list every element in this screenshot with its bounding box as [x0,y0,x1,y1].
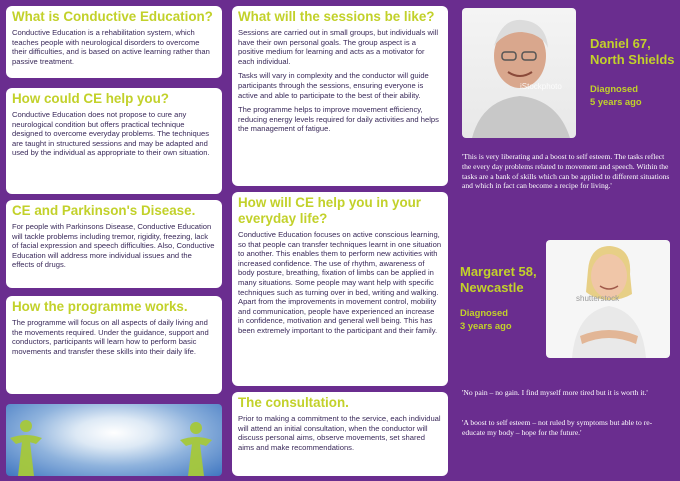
what-is-ce-heading: What is Conductive Education? [12,9,213,24]
sessions-heading: What will the sessions be like? [238,9,435,24]
daniel-quote: 'This is very liberating and a boost to self esteem. The tasks reflect the every day problems related to movement and speech. Within the tasks are a bank of skills which can be applied to different situations and which in fact can become a recipe for living.' [462,152,670,191]
sessions-text-3: The programme helps to improve movement efficiency, reducing energy levels required for daily activities and helps the management of fatigue. [238,105,439,134]
how-ce-help-text: Conductive Education does not propose to cure any neurological condition but offers practical technique designed to overcome everyday problems. The techniques are taught in structured sessions and may be adapted and used by the individual as appropriate to their own situation. [12,110,210,158]
sessions-text-1: Sessions are carried out in small groups, but individuals will have their own personal goals. The group aspect is a positive medium for learning and acts as a motivator for each individual. [238,28,439,66]
margaret-name: Margaret 58, Newcastle [460,264,537,295]
margaret-photo [546,240,670,358]
daniel-diagnosed: Diagnosed 5 years ago [590,83,642,107]
margaret-diagnosed: Diagnosed 3 years ago [460,307,512,331]
margaret-photo-watermark: shutterstock [576,294,620,303]
people-silhouette-icon [6,404,222,476]
man-portrait-icon [462,8,576,138]
daniel-photo-watermark: iStockphoto [520,82,562,91]
consultation-text: Prior to making a commitment to the service, each individual will attend an initial consultation, when the conductor will discuss personal aims, observe movements, set shared aims and make recommendations. [238,414,441,452]
consultation-panel [232,392,448,476]
programme-text: The programme will focus on all aspects of daily living and the movements required. Under the guidance, support and conductors, participants will learn how to perform basic movements and transfer these skills into their daily life. [12,318,209,356]
sky-image [6,404,222,476]
margaret-quote-2: 'A boost to self esteem – not ruled by symptoms but able to re-educate my body – hope for the future.' [462,418,653,437]
daniel-photo [462,8,576,138]
sessions-panel [232,6,448,186]
ce-parkinsons-heading: CE and Parkinson's Disease. [12,203,196,218]
ce-parkinsons-panel [6,200,222,288]
margaret-quote-1: 'No pain – no gain. I find myself more tired but it is worth it.' [462,388,648,397]
how-ce-help-heading: How could CE help you? [12,91,169,106]
what-is-ce-text: Conductive Education is a rehabilitation system, which teaches people with neurological disorders to overcome their difficulties, and is based on active learning rather than passive treatment. [12,28,210,66]
how-ce-help-panel [6,88,222,194]
ce-parkinsons-text: For people with Parkinsons Disease, Conductive Education will tackle problems including tremor, rigidity, freezing, lack of facial expression and speech difficulties. Also, Conductive Education will address more individual issues and the effects of drugs. [12,222,215,270]
what-is-ce-panel [6,6,222,78]
daniel-name: Daniel 67, North Shields [590,36,675,67]
everyday-life-heading: How will CE help you in your everyday life? [238,195,422,226]
everyday-life-text: Conductive Education focuses on active conscious learning, so that people can transfer techniques learnt in one situation to another. This enables them to perform new activities with increased confidence. The use of rhythm, awareness of body posture, breathing, fixation of limbs can be applied in many situations. Some people may want help with specific techniques such as turning over in bed, writing and walking. Apart from the improvements in movement control, mobility and communication, people have experienced an increase in confidence, motivation and general well being. This has been extremely important to the participant and their family. [238,230,442,335]
programme-heading: How the programme works. [12,299,188,314]
sessions-text-2: Tasks will vary in complexity and the conductor will guide participants through the sessions, ensuring everyone is active and able to participate to the best of their ability. [238,71,429,100]
consultation-heading: The consultation. [238,395,349,410]
everyday-life-panel [232,192,448,386]
programme-panel [6,296,222,394]
